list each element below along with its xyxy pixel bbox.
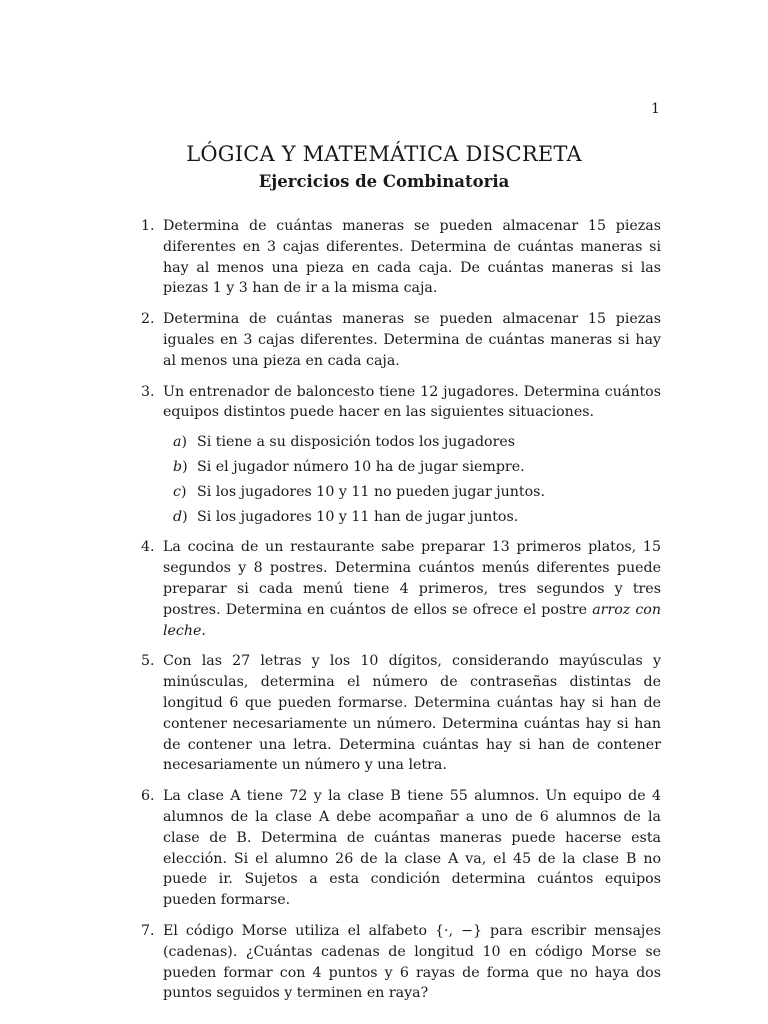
- exercise-emphasis: arroz con leche: [163, 601, 661, 639]
- exercise-1: [141, 216, 661, 299]
- exercise-number: 6.: [141, 788, 155, 805]
- exercise-number: 4.: [141, 539, 155, 556]
- exercise-list: [141, 216, 661, 1014]
- subitem-letter: a): [173, 434, 188, 451]
- exercise-number: 3.: [141, 383, 155, 400]
- page-number: 1: [651, 101, 660, 117]
- page-title: LÓGICA Y MATEMÁTICA DISCRETA: [186, 142, 582, 166]
- subitem-c: [163, 482, 661, 503]
- exercise-7: [141, 921, 661, 1004]
- subitem-a: [163, 432, 661, 453]
- subitem-letter: c): [173, 483, 187, 500]
- exercise-5: [141, 651, 661, 776]
- exercise-text: Determina de cuántas maneras se pueden almacenar 15 piezas iguales en 3 cajas diferentes. Determina de cuántas maneras si hay al menos una pieza en cada caja.: [163, 311, 661, 369]
- subitem-text: Si el jugador número 10 ha de jugar siempre.: [197, 458, 525, 475]
- subitem-text: Si los jugadores 10 y 11 no pueden jugar juntos.: [197, 483, 545, 500]
- page-subtitle: Ejercicios de Combinatoria: [258, 172, 510, 191]
- exercise-4: [141, 537, 661, 641]
- subitem-letter: d): [173, 508, 188, 525]
- exercise-text: El código Morse utiliza el alfabeto {·, −} para escribir mensajes (cadenas). ¿Cuántas cadenas de longitud 10 en código Morse se pueden formar con 4 puntos y 6 rayas de forma que no haya dos puntos seguidos y terminen en raya?: [163, 922, 661, 1002]
- subitem-letter: b): [173, 458, 188, 475]
- exercise-text: Un entrenador de baloncesto tiene 12 jugadores. Determina cuántos equipos distintos puede hacer en las siguientes situaciones.: [163, 383, 661, 421]
- exercise-text: La clase A tiene 72 y la clase B tiene 55 alumnos. Un equipo de 4 alumnos de la clase A debe acompañar a uno de 6 alumnos de la clase de B. Determina de cuántas maneras puede hacerse esta elección. Si el alumno 26 de la clase A va, el 45 de la clase B no puede ir. Sujetos a esta condición determina cuántos equipos pueden formarse.: [163, 788, 661, 909]
- exercise-text: Con las 27 letras y los 10 dígitos, considerando mayúsculas y minúsculas, determina el número de contraseñas distintas de longitud 6 que pueden formarse. Determina cuántas hay si han de contener necesariamente un número. Determina cuántas hay si han de contener una letra. Determina cuántas hay si han de contener necesariamente un número y una letra.: [163, 653, 661, 774]
- subitem-text: Si los jugadores 10 y 11 han de jugar juntos.: [197, 508, 519, 525]
- exercise-tail: .: [201, 622, 206, 639]
- exercise-number: 1.: [141, 218, 155, 234]
- exercise-number: 7.: [141, 922, 155, 939]
- exercise-3: [141, 382, 661, 528]
- subitem-text: Si tiene a su disposición todos los jugadores: [197, 434, 516, 451]
- subitem-b: [163, 457, 661, 478]
- subitem-d: [163, 507, 661, 528]
- subitem-list: [163, 432, 661, 527]
- exercise-6: [141, 786, 661, 911]
- exercise-text: La cocina de un restaurante sabe preparar 13 primeros platos, 15 segundos y 8 postres. Determina cuántos menús diferentes puede preparar si cada menú tiene 4 primeros, tres segundos y tres postres. Determina en cuántos de ellos se ofrece el postre: [163, 539, 661, 618]
- exercise-2: [141, 309, 661, 371]
- exercise-text: Determina de cuántas maneras se pueden almacenar 15 piezas diferentes en 3 cajas diferentes. Determina de cuántas maneras si hay al menos una pieza en cada caja. De cuántas maneras si las piezas 1 y 3 han de ir a la misma caja.: [163, 218, 661, 297]
- exercise-number: 2.: [141, 311, 155, 328]
- exercise-number: 5.: [141, 653, 155, 670]
